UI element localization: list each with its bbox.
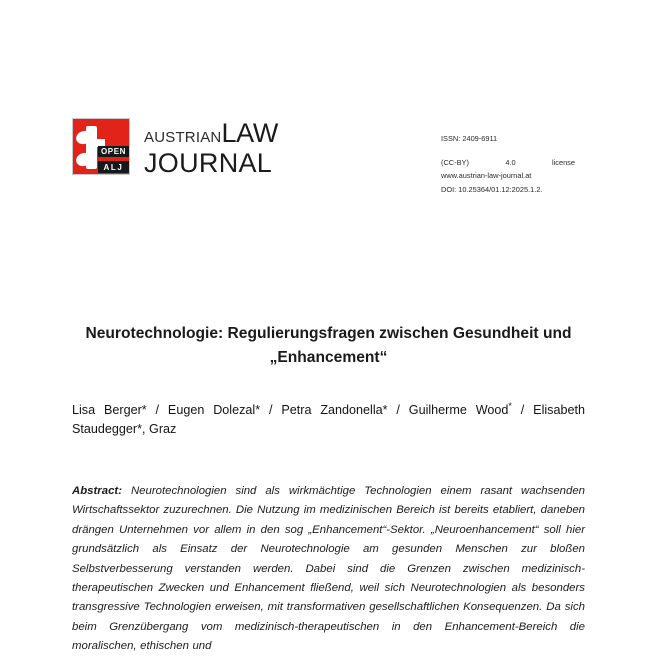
journal-wordmark [144,118,278,177]
license-word: license [551,157,575,167]
wordmark-journal: JOURNAL [144,148,273,178]
doi-line[interactable]: DOI: 10.25364/01.12:2025.1.2. [441,185,543,195]
article-title: Neurotechnologie: Regulierungsfragen zwischen Gesundheit und „Enhancement“ [85,325,572,367]
wordmark-austrian: AUSTRIAN [144,129,222,146]
author-affiliation-marker: * [508,400,512,411]
badge-alj: ALJ [98,161,129,173]
open-alj-logo-icon [72,118,130,175]
wordmark-law: LAW [221,118,279,148]
imprint-block [441,134,587,196]
license-line [441,158,575,169]
issn-line: ISSN: 2409-6911 [441,134,498,143]
abstract-body: Neurotechnologien sind als wirkmächtige Technologien einem rasant wachsenden Wirtschaftssektor zuzurechnen. Die Nutzung im medizinischen Bereich ist bereits etabliert, daneben drängen Unternehmen vor allem in den sog „Enhancement“-Sektor. „Neuroenhancement“ soll hier grundsätzlich als Einsatz der Neurotechnologie am gesunden Menschen zur bloßen Selbstverbesserung verstanden werden. Dabei sind die Grenzen zwischen medizinisch-therapeutischen Zwecken und Enhancement fließend, weil sich Neurotechnologien als besonders transgressive Technologien erweisen, mit transformativen gesellschaftlichen Konsequenzen. Da sich beim Grenzübergang vom medizinisch-therapeutischen in den Enhancement-Bereich die moralischen, ethischen und [72,485,585,653]
wordmark-line-one [144,120,278,146]
abstract-label: Abstract: [72,485,123,497]
logo-glyph-stem [86,126,97,169]
author-names-tail: / Elisabeth Staudegger*, Graz [72,403,585,437]
author-list [72,401,585,439]
abstract-paragraph [72,482,585,657]
badge-open: OPEN [98,146,129,157]
journal-url[interactable]: www.austrian-law-journal.at [441,171,532,181]
license-version: 4.0 [505,157,516,167]
journal-brand [72,118,278,177]
author-names-main: Lisa Berger* / Eugen Dolezal* / Petra Zandonella* / Guilherme Wood [72,403,509,417]
license-label: (CC-BY) [441,157,469,167]
